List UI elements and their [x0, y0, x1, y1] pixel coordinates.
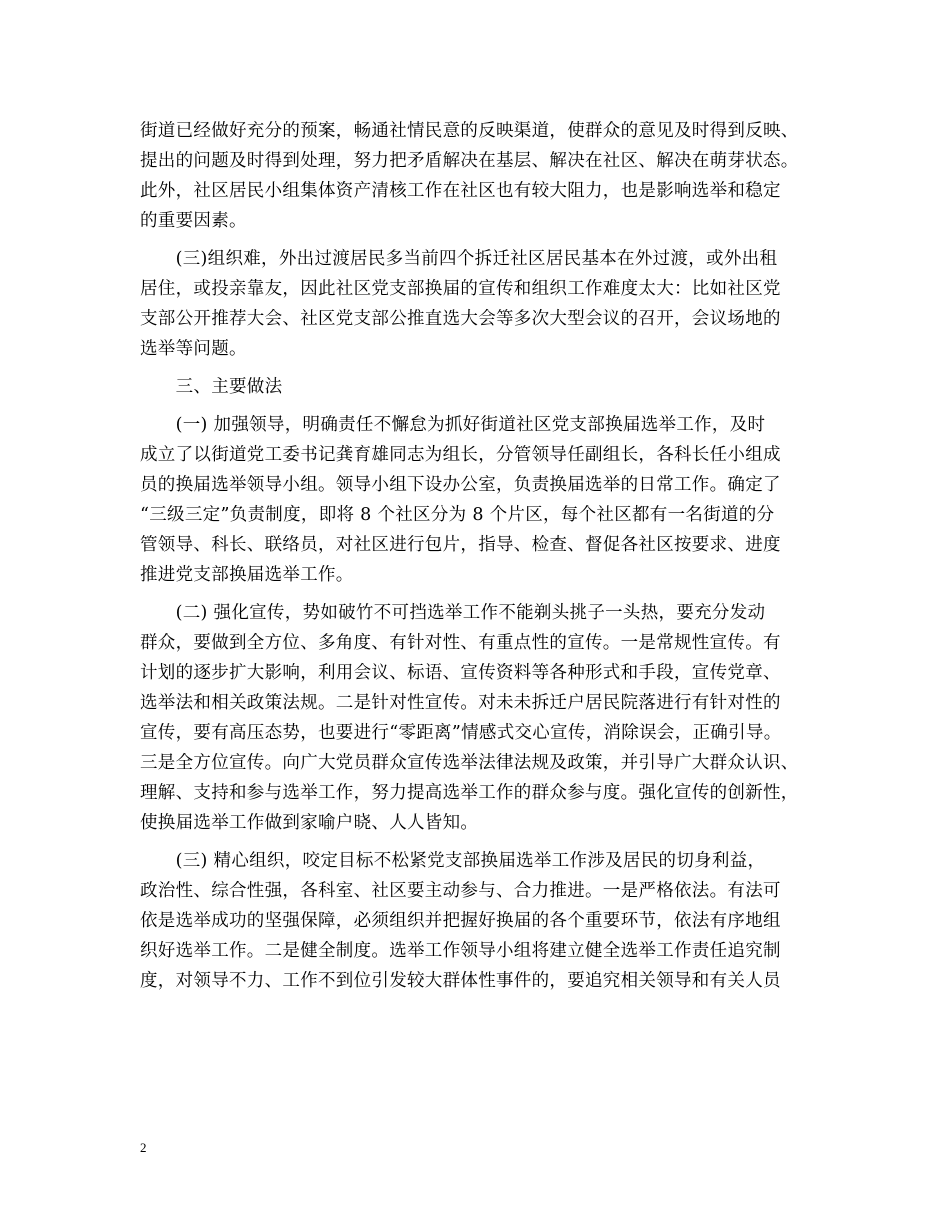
text-line: 此外，社区居民小组集体资产清核工作在社区也有较大阻力，也是影响选举和稳定 — [140, 181, 781, 201]
page-number: 2 — [140, 1140, 147, 1155]
text-line: 提出的问题及时得到处理，努力把矛盾解决在基层、解决在社区、解决在萌芽状态。 — [140, 151, 799, 171]
text-line: 计划的逐步扩大影响，利用会议、标语、宣传资料等各种形式和手段，宣传党章、 — [140, 663, 781, 683]
text-line: 居住，或投亲靠友，因此社区党支部换届的宣传和组织工作难度太大：比如社区党 — [140, 279, 781, 299]
text-line: (三)组织难，外出过渡居民多当前四个拆迁社区居民基本在外过渡，或外出租 — [140, 249, 778, 269]
text-line: 使换届选举工作做到家喻户晓、人人皆知。 — [140, 813, 479, 833]
text-line: 理解、支持和参与选举工作，努力提高选举工作的群众参与度。强化宣传的创新性， — [140, 783, 799, 803]
text-line: 的重要因素。 — [140, 211, 247, 231]
text-line: (一) 加强领导，明确责任不懈怠为抓好街道社区党支部换届选举工作，及时 — [140, 415, 766, 435]
text-line: 群众，要做到全方位、多角度、有针对性、有重点性的宣传。一是常规性宣传。有 — [140, 633, 781, 653]
text-line: 宣传，要有高压态势，也要进行“零距离”情感式交心宣传，消除误会，正确引导。 — [140, 723, 782, 743]
text-line: 三是全方位宣传。向广大党员群众宣传选举法律法规及政策，并引导广大群众认识、 — [140, 753, 799, 773]
text-line: (三) 精心组织，咬定目标不松紧党支部换届选举工作涉及居民的切身利益， — [140, 851, 766, 871]
text-line: 度，对领导不力、工作不到位引发较大群体性事件的，要追究相关领导和有关人员 — [140, 971, 781, 991]
text-line: 街道已经做好充分的预案，畅通社情民意的反映渠道，使群众的意见及时得到反映、 — [140, 121, 799, 141]
text-line: 员的换届选举领导小组。领导小组下设办公室，负责换届选举的日常工作。确定了 — [140, 475, 781, 495]
text-line: 织好选举工作。二是健全制度。选举工作领导小组将建立健全选举工作责任追究制 — [140, 941, 781, 961]
text-line: 依是选举成功的坚强保障，必须组织并把握好换届的各个重要环节，依法有序地组 — [140, 911, 781, 931]
text-line: 支部公开推荐大会、社区党支部公推直选大会等多次大型会议的召开，会议场地的 — [140, 309, 781, 329]
text-line: 推进党支部换届选举工作。 — [140, 565, 354, 585]
text-line: “三级三定”负责制度，即将 8 个社区分为 8 个片区，每个社区都有一名街道的分 — [140, 505, 775, 525]
text-line: (二) 强化宣传，势如破竹不可挡选举工作不能剃头挑子一头热，要充分发动 — [140, 603, 766, 623]
body-text — [140, 116, 820, 996]
text-line: 政治性、综合性强，各科室、社区要主动参与、合力推进。一是严格依法。有法可 — [140, 881, 781, 901]
text-line: 成立了以街道党工委书记龚育雄同志为组长，分管领导任副组长，各科长任小组成 — [140, 445, 781, 465]
text-line: 管领导、科长、联络员，对社区进行包片，指导、检查、督促各社区按要求、进度 — [140, 535, 781, 555]
text-line: 选举法和相关政策法规。二是针对性宣传。对未未拆迁户居民院落进行有针对性的 — [140, 693, 781, 713]
text-line: 选举等问题。 — [140, 339, 247, 359]
section-heading: 三、主要做法 — [140, 377, 283, 397]
